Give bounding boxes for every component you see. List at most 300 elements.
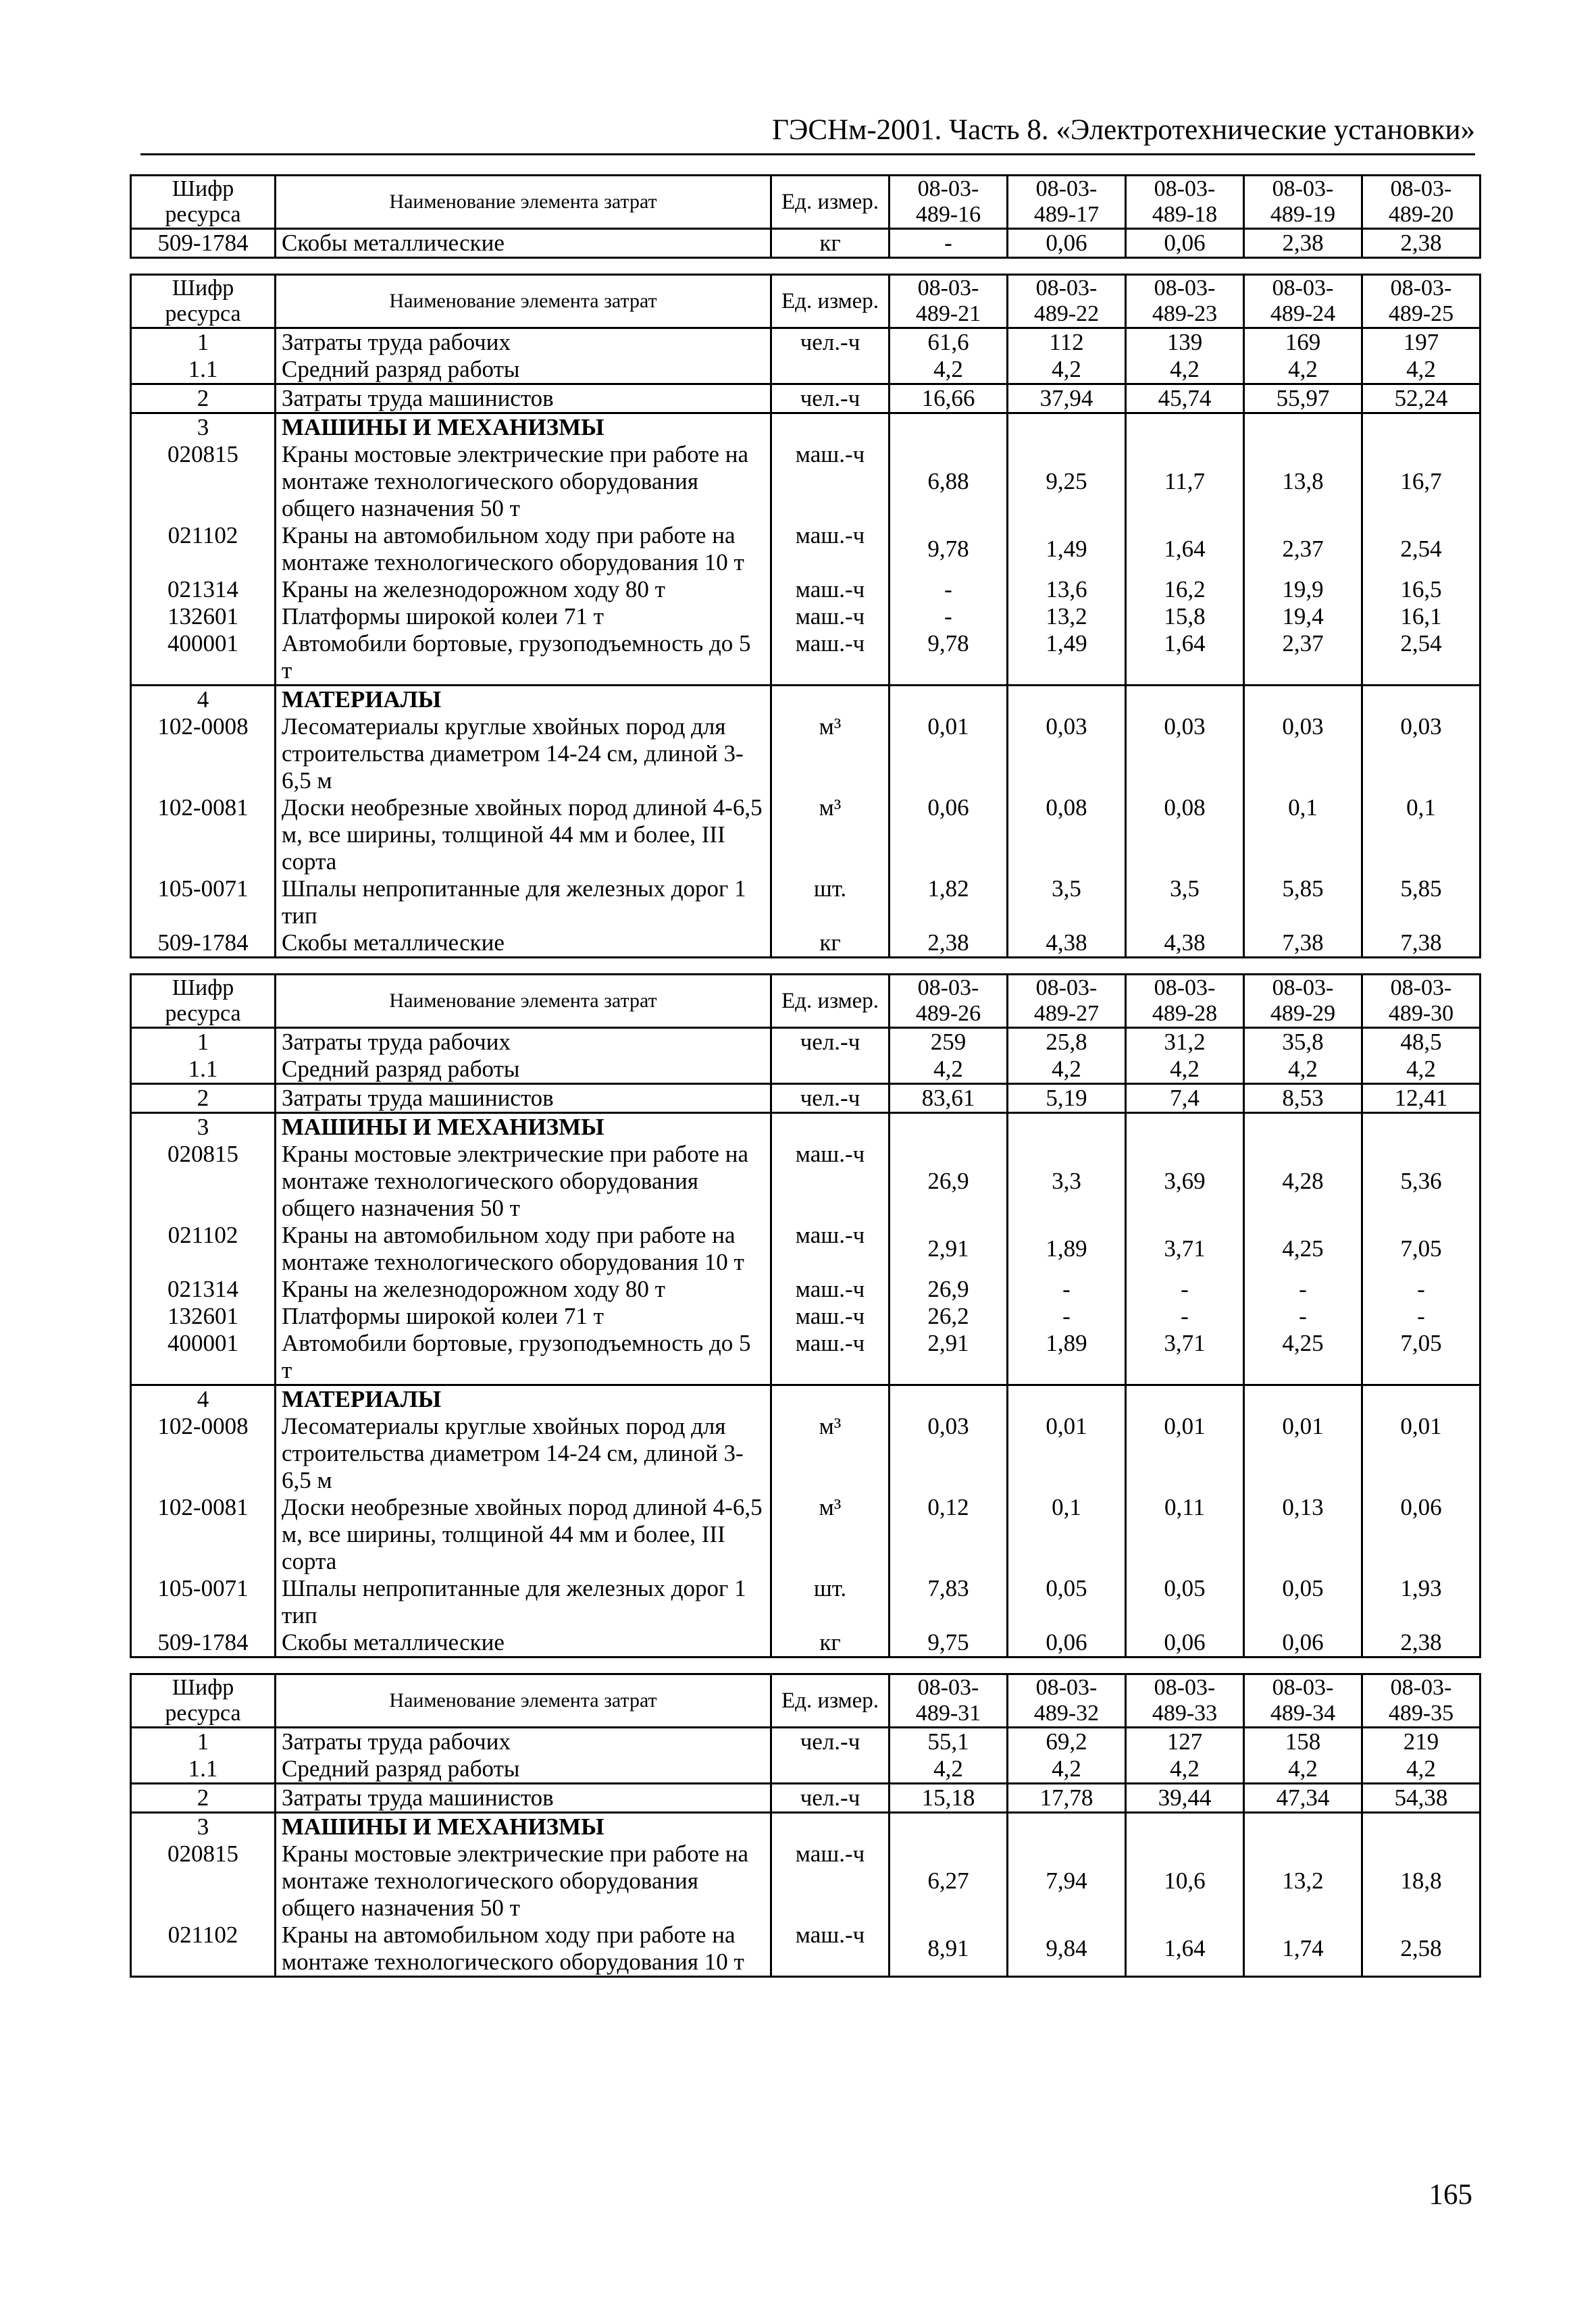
unit-of-measure [771,356,890,384]
unit-of-measure: маш.-ч [771,630,890,686]
section-title: МАШИНЫ И МЕХАНИЗМЫ [276,413,771,442]
norm-value: 7,4 [1126,1084,1244,1113]
norm-value: 13,8 [1244,441,1362,522]
norm-value: 7,94 [1008,1841,1126,1922]
norm-value: 2,58 [1362,1922,1481,1977]
norm-value: 3,71 [1126,1330,1244,1385]
table-row [131,356,1481,384]
header-name: Наименование элемента затрат [276,1674,771,1728]
norm-table [130,973,1481,1658]
norm-value: - [1126,1303,1244,1330]
norm-value: 158 [1244,1728,1362,1756]
norm-value: 1,74 [1244,1922,1362,1977]
resource-code: 132601 [131,603,276,630]
header-norm-code-line: 489-17 [1033,202,1100,227]
resource-code: 020815 [131,1841,276,1922]
norm-value: 0,01 [890,713,1008,794]
norm-value: 7,05 [1362,1222,1481,1276]
norm-value [1362,686,1481,714]
norm-value: 0,03 [1126,713,1244,794]
section-title: МАШИНЫ И МЕХАНИЗМЫ [276,1813,771,1841]
header-norm-code [1008,176,1126,229]
header-norm-code-line: 08-03- [1154,176,1216,201]
norm-value: 31,2 [1126,1028,1244,1056]
norm-value: 7,38 [1244,929,1362,958]
norm-value: 1,49 [1008,630,1126,686]
norm-value: 219 [1362,1728,1481,1756]
norm-value: 197 [1362,328,1481,357]
norm-value: 127 [1126,1728,1244,1756]
norm-value: 4,2 [1362,1056,1481,1084]
norm-table [130,1673,1481,1978]
table-row [131,441,1481,522]
table-row [131,1141,1481,1222]
header-norm-code-line: 08-03- [1390,276,1452,301]
resource-code: 102-0008 [131,713,276,794]
section-row [131,1813,1481,1841]
norm-value: - [890,576,1008,603]
cost-element-name: Краны на автомобильном ходу при работе на монтаже технологического оборудования 10 т [276,522,771,576]
unit-of-measure: чел.-ч [771,1084,890,1113]
norm-value: 0,03 [890,1413,1008,1494]
resource-code: 020815 [131,441,276,522]
norm-value: 4,2 [1126,356,1244,384]
header-norm-code-line: 489-30 [1388,1001,1454,1026]
norm-value [890,686,1008,714]
norm-value: 0,1 [1362,794,1481,875]
norm-value: 1,49 [1008,522,1126,576]
section-row [131,686,1481,714]
cost-element-name: Скобы металлические [276,229,771,258]
header-norm-code [1008,975,1126,1028]
unit-of-measure [771,1755,890,1784]
header-code-line: Шифр [172,975,234,1000]
header-norm-code-line: 08-03- [1035,176,1098,201]
norm-value [1362,1113,1481,1141]
table-row [131,1084,1481,1113]
resource-code: 105-0071 [131,875,276,929]
table-row [131,328,1481,357]
cost-element-name: Шпалы непропитанные для железных дорог 1 тип [276,875,771,929]
header-norm-code [1244,975,1362,1028]
norm-value [1126,686,1244,714]
norm-value: 6,27 [890,1841,1008,1922]
norm-value: 4,25 [1244,1222,1362,1276]
header-norm-code-line: 489-28 [1152,1001,1218,1026]
header-norm-code [1126,176,1244,229]
resource-code: 509-1784 [131,929,276,958]
header-code [131,1674,276,1728]
header-norm-code-line: 489-25 [1388,301,1454,326]
norm-value: 8,53 [1244,1084,1362,1113]
norm-value: 3,5 [1008,875,1126,929]
norm-value [890,1813,1008,1841]
table-row [131,1413,1481,1494]
header-norm-code [1244,1674,1362,1728]
unit-of-measure [771,1385,890,1414]
norm-value: 139 [1126,328,1244,357]
norm-value: 1,64 [1126,1922,1244,1977]
norm-value: 1,64 [1126,630,1244,686]
cost-element-name: Затраты труда машинистов [276,1084,771,1113]
resource-code: 021102 [131,1922,276,1977]
norm-value: - [1126,1276,1244,1303]
norm-value: 4,38 [1008,929,1126,958]
unit-of-measure [771,1056,890,1084]
unit-of-measure [771,686,890,714]
table-row [131,1755,1481,1784]
header-norm-code-line: 489-21 [915,301,981,326]
norm-value [1126,1385,1244,1414]
header-norm-code-line: 08-03- [1390,176,1452,201]
header-norm-code-line: 489-32 [1033,1701,1100,1726]
norm-value [1126,413,1244,442]
header-norm-code [1244,275,1362,328]
norm-value: 259 [890,1028,1008,1056]
cost-element-name: Средний разряд работы [276,1056,771,1084]
norm-value [1362,413,1481,442]
header-norm-code-line: 489-22 [1033,301,1100,326]
unit-of-measure: кг [771,1629,890,1657]
norm-value: 2,54 [1362,630,1481,686]
header-norm-code-line: 489-34 [1270,1701,1336,1726]
norm-value: 1,64 [1126,522,1244,576]
header-norm-code-line: 08-03- [1272,276,1334,301]
cost-element-name: Краны на автомобильном ходу при работе на монтаже технологического оборудования 10 т [276,1922,771,1977]
header-norm-code [1008,275,1126,328]
table-row [131,384,1481,413]
resource-code: 132601 [131,1303,276,1330]
norm-value [1362,1385,1481,1414]
norm-value: 2,38 [1362,229,1481,258]
norm-value: 0,12 [890,1494,1008,1575]
unit-of-measure: шт. [771,1575,890,1629]
norm-value: 7,38 [1362,929,1481,958]
norm-value: 7,05 [1362,1330,1481,1385]
header-unit: Ед. измер. [771,176,890,229]
norm-value [890,1113,1008,1141]
unit-of-measure: м³ [771,1413,890,1494]
norm-value: 0,03 [1008,713,1126,794]
header-norm-code [1362,1674,1481,1728]
norm-value: 26,9 [890,1141,1008,1222]
header-norm-code-line: 08-03- [1035,276,1098,301]
norm-value: 9,78 [890,522,1008,576]
header-code [131,975,276,1028]
resource-code: 102-0081 [131,1494,276,1575]
norm-value [1008,1813,1126,1841]
norm-table [130,274,1481,958]
norm-value: 19,4 [1244,603,1362,630]
norm-value: 1,89 [1008,1330,1126,1385]
resource-code: 400001 [131,630,276,686]
norm-value: 4,2 [890,1056,1008,1084]
norm-value: 0,1 [1008,1494,1126,1575]
norm-value: 11,7 [1126,441,1244,522]
norm-value [1126,1813,1244,1841]
header-norm-code [1008,1674,1126,1728]
header-norm-code [890,176,1008,229]
cost-element-name: Лесоматериалы круглые хвойных пород для строительства диаметром 14-24 см, длиной 3-6,5 м [276,1413,771,1494]
cost-element-name: Затраты труда рабочих [276,1028,771,1056]
norm-value: 4,2 [1008,356,1126,384]
header-norm-code-line: 489-27 [1033,1001,1100,1026]
norm-value: 4,2 [1244,1755,1362,1784]
header-norm-code-line: 08-03- [1154,276,1216,301]
unit-of-measure: шт. [771,875,890,929]
table-row [131,1056,1481,1084]
norm-value: 2,91 [890,1222,1008,1276]
table-row [131,1222,1481,1276]
header-norm-code-line: 489-24 [1270,301,1336,326]
cost-element-name: Средний разряд работы [276,1755,771,1784]
norm-value: - [890,603,1008,630]
table-row [131,1575,1481,1629]
unit-of-measure: маш.-ч [771,1276,890,1303]
header-norm-code-line: 489-19 [1270,202,1336,227]
norm-value: 17,78 [1008,1784,1126,1813]
norm-value: 1,93 [1362,1575,1481,1629]
norm-value: 4,2 [1362,356,1481,384]
resource-code: 509-1784 [131,1629,276,1657]
header-norm-code-line: 08-03- [1390,975,1452,1000]
norm-value: 9,25 [1008,441,1126,522]
section-row [131,413,1481,442]
header-name: Наименование элемента затрат [276,176,771,229]
norm-value: 2,38 [890,929,1008,958]
norm-value: 26,9 [890,1276,1008,1303]
norm-value: 2,38 [1244,229,1362,258]
cost-element-name: Лесоматериалы круглые хвойных пород для строительства диаметром 14-24 см, длиной 3-6,5 м [276,713,771,794]
unit-of-measure: чел.-ч [771,1784,890,1813]
norm-value: 5,19 [1008,1084,1126,1113]
cost-element-name: Доски необрезные хвойных пород длиной 4-6,5 м, все ширины, толщиной 44 мм и более, III сорта [276,1494,771,1575]
header-norm-code [1244,176,1362,229]
unit-of-measure: маш.-ч [771,522,890,576]
norm-value: 10,6 [1126,1841,1244,1922]
resource-code: 1 [131,328,276,357]
resource-code: 3 [131,413,276,442]
norm-value: 7,83 [890,1575,1008,1629]
unit-of-measure [771,1813,890,1841]
norm-value [1244,686,1362,714]
header-norm-code-line: 489-29 [1270,1001,1336,1026]
norm-value: 13,2 [1008,603,1126,630]
norm-value: 0,06 [1244,1629,1362,1657]
cost-element-name: Автомобили бортовые, грузоподъемность до 5 т [276,630,771,686]
norm-value: 0,08 [1126,794,1244,875]
norm-value: 4,2 [1126,1755,1244,1784]
resource-code: 021102 [131,522,276,576]
header-norm-code [1362,975,1481,1028]
norm-value: 3,69 [1126,1141,1244,1222]
norm-value [1244,1385,1362,1414]
norm-value: 3,3 [1008,1141,1126,1222]
norm-value: 9,75 [890,1629,1008,1657]
resource-code: 509-1784 [131,229,276,258]
norm-value: 4,25 [1244,1330,1362,1385]
norm-value: 0,06 [1126,1629,1244,1657]
header-norm-code-line: 08-03- [1272,1675,1334,1700]
norm-value: 52,24 [1362,384,1481,413]
header-norm-code-line: 489-33 [1152,1701,1218,1726]
norm-value [1244,1813,1362,1841]
unit-of-measure: чел.-ч [771,1028,890,1056]
table-row [131,929,1481,958]
unit-of-measure: маш.-ч [771,1330,890,1385]
norm-value: 26,2 [890,1303,1008,1330]
header-code-line: ресурса [165,301,241,326]
unit-of-measure [771,1113,890,1141]
norm-value: 0,05 [1244,1575,1362,1629]
norm-value [890,413,1008,442]
norm-value: 0,01 [1244,1413,1362,1494]
header-norm-code-line: 489-16 [915,202,981,227]
resource-code: 021314 [131,576,276,603]
norm-value: 112 [1008,328,1126,357]
resource-code: 4 [131,686,276,714]
table-row [131,1841,1481,1922]
header-norm-code-line: 08-03- [1035,975,1098,1000]
section-title: МАТЕРИАЛЫ [276,1385,771,1414]
header-code-line: Шифр [172,176,234,201]
resource-code: 2 [131,384,276,413]
cost-element-name: Платформы широкой колеи 71 т [276,603,771,630]
header-code-line: Шифр [172,1675,234,1700]
unit-of-measure: маш.-ч [771,603,890,630]
header-norm-code [890,1674,1008,1728]
table-row [131,1494,1481,1575]
table-header-row [131,975,1481,1028]
norm-value: 16,66 [890,384,1008,413]
header-norm-code-line: 489-31 [915,1701,981,1726]
unit-of-measure: м³ [771,794,890,875]
norm-value: 48,5 [1362,1028,1481,1056]
norm-value: 25,8 [1008,1028,1126,1056]
unit-of-measure: маш.-ч [771,1141,890,1222]
unit-of-measure: чел.-ч [771,1728,890,1756]
cost-element-name: Краны мостовые электрические при работе на монтаже технологического оборудования общего назначения 50 т [276,1141,771,1222]
unit-of-measure: чел.-ч [771,328,890,357]
norm-value: 0,13 [1244,1494,1362,1575]
header-unit: Ед. измер. [771,275,890,328]
norm-value: 19,9 [1244,576,1362,603]
cost-element-name: Затраты труда рабочих [276,1728,771,1756]
norm-value: 4,2 [890,356,1008,384]
norm-value: 16,1 [1362,603,1481,630]
norm-table [130,174,1481,259]
running-header: ГЭСНм-2001. Часть 8. «Электротехнические установки» [140,113,1475,155]
norm-value: 3,5 [1126,875,1244,929]
unit-of-measure: маш.-ч [771,576,890,603]
table-row [131,1330,1481,1385]
unit-of-measure: м³ [771,713,890,794]
header-norm-code [1126,975,1244,1028]
table-row [131,1629,1481,1657]
resource-code: 2 [131,1784,276,1813]
norm-value: 2,54 [1362,522,1481,576]
header-norm-code-line: 08-03- [917,975,979,1000]
norm-value: 9,78 [890,630,1008,686]
header-norm-code [1126,275,1244,328]
norm-value [1362,1813,1481,1841]
norm-value [1008,1113,1126,1141]
norm-value: 0,05 [1008,1575,1126,1629]
norm-value: 13,6 [1008,576,1126,603]
cost-element-name: Краны мостовые электрические при работе на монтаже технологического оборудования общего назначения 50 т [276,1841,771,1922]
norm-value [1008,1385,1126,1414]
norm-value [1126,1113,1244,1141]
norm-value: - [1244,1276,1362,1303]
norm-value: 16,2 [1126,576,1244,603]
norm-value: 69,2 [1008,1728,1126,1756]
cost-element-name: Краны на железнодорожном ходу 80 т [276,576,771,603]
norm-value: 55,97 [1244,384,1362,413]
header-norm-code-line: 08-03- [1154,975,1216,1000]
norm-value [1244,1113,1362,1141]
header-norm-code-line: 08-03- [1272,176,1334,201]
norm-value: 39,44 [1126,1784,1244,1813]
table-row [131,1922,1481,1977]
cost-element-name: Краны на автомобильном ходу при работе на монтаже технологического оборудования 10 т [276,1222,771,1276]
table-row [131,1303,1481,1330]
norm-value: 0,08 [1008,794,1126,875]
header-code [131,176,276,229]
header-norm-code-line: 08-03- [1390,1675,1452,1700]
norm-value: 37,94 [1008,384,1126,413]
norm-value [890,1385,1008,1414]
norm-value: - [1244,1303,1362,1330]
resource-code: 1 [131,1028,276,1056]
header-norm-code-line: 08-03- [917,276,979,301]
norm-value: - [1008,1303,1126,1330]
resource-code: 3 [131,1113,276,1141]
resource-code: 3 [131,1813,276,1841]
unit-of-measure [771,413,890,442]
norm-value [1008,686,1126,714]
unit-of-measure: маш.-ч [771,441,890,522]
norm-value: 2,37 [1244,522,1362,576]
norm-value: 47,34 [1244,1784,1362,1813]
header-norm-code-line: 08-03- [1035,1675,1098,1700]
norm-value: 61,6 [890,328,1008,357]
resource-code: 105-0071 [131,1575,276,1629]
norm-value: 5,85 [1362,875,1481,929]
cost-element-name: Платформы широкой колеи 71 т [276,1303,771,1330]
norm-value [1244,413,1362,442]
norm-value: - [890,229,1008,258]
section-row [131,1385,1481,1414]
norm-value: 0,03 [1362,713,1481,794]
header-code-line: ресурса [165,1001,241,1026]
norm-value: 0,01 [1126,1413,1244,1494]
norm-value: 5,85 [1244,875,1362,929]
norm-value: 4,38 [1126,929,1244,958]
header-norm-code-line: 08-03- [917,1675,979,1700]
cost-element-name: Затраты труда машинистов [276,384,771,413]
norm-value: 13,2 [1244,1841,1362,1922]
norm-value: 4,2 [1362,1755,1481,1784]
norm-value: 4,2 [1008,1056,1126,1084]
norm-value: 0,06 [1126,229,1244,258]
norm-value: 0,01 [1008,1413,1126,1494]
norm-value: 0,06 [1362,1494,1481,1575]
header-code-line: ресурса [165,202,241,227]
cost-element-name: Автомобили бортовые, грузоподъемность до 5 т [276,1330,771,1385]
cost-element-name: Затраты труда рабочих [276,328,771,357]
norm-value: 54,38 [1362,1784,1481,1813]
header-norm-code [1362,176,1481,229]
